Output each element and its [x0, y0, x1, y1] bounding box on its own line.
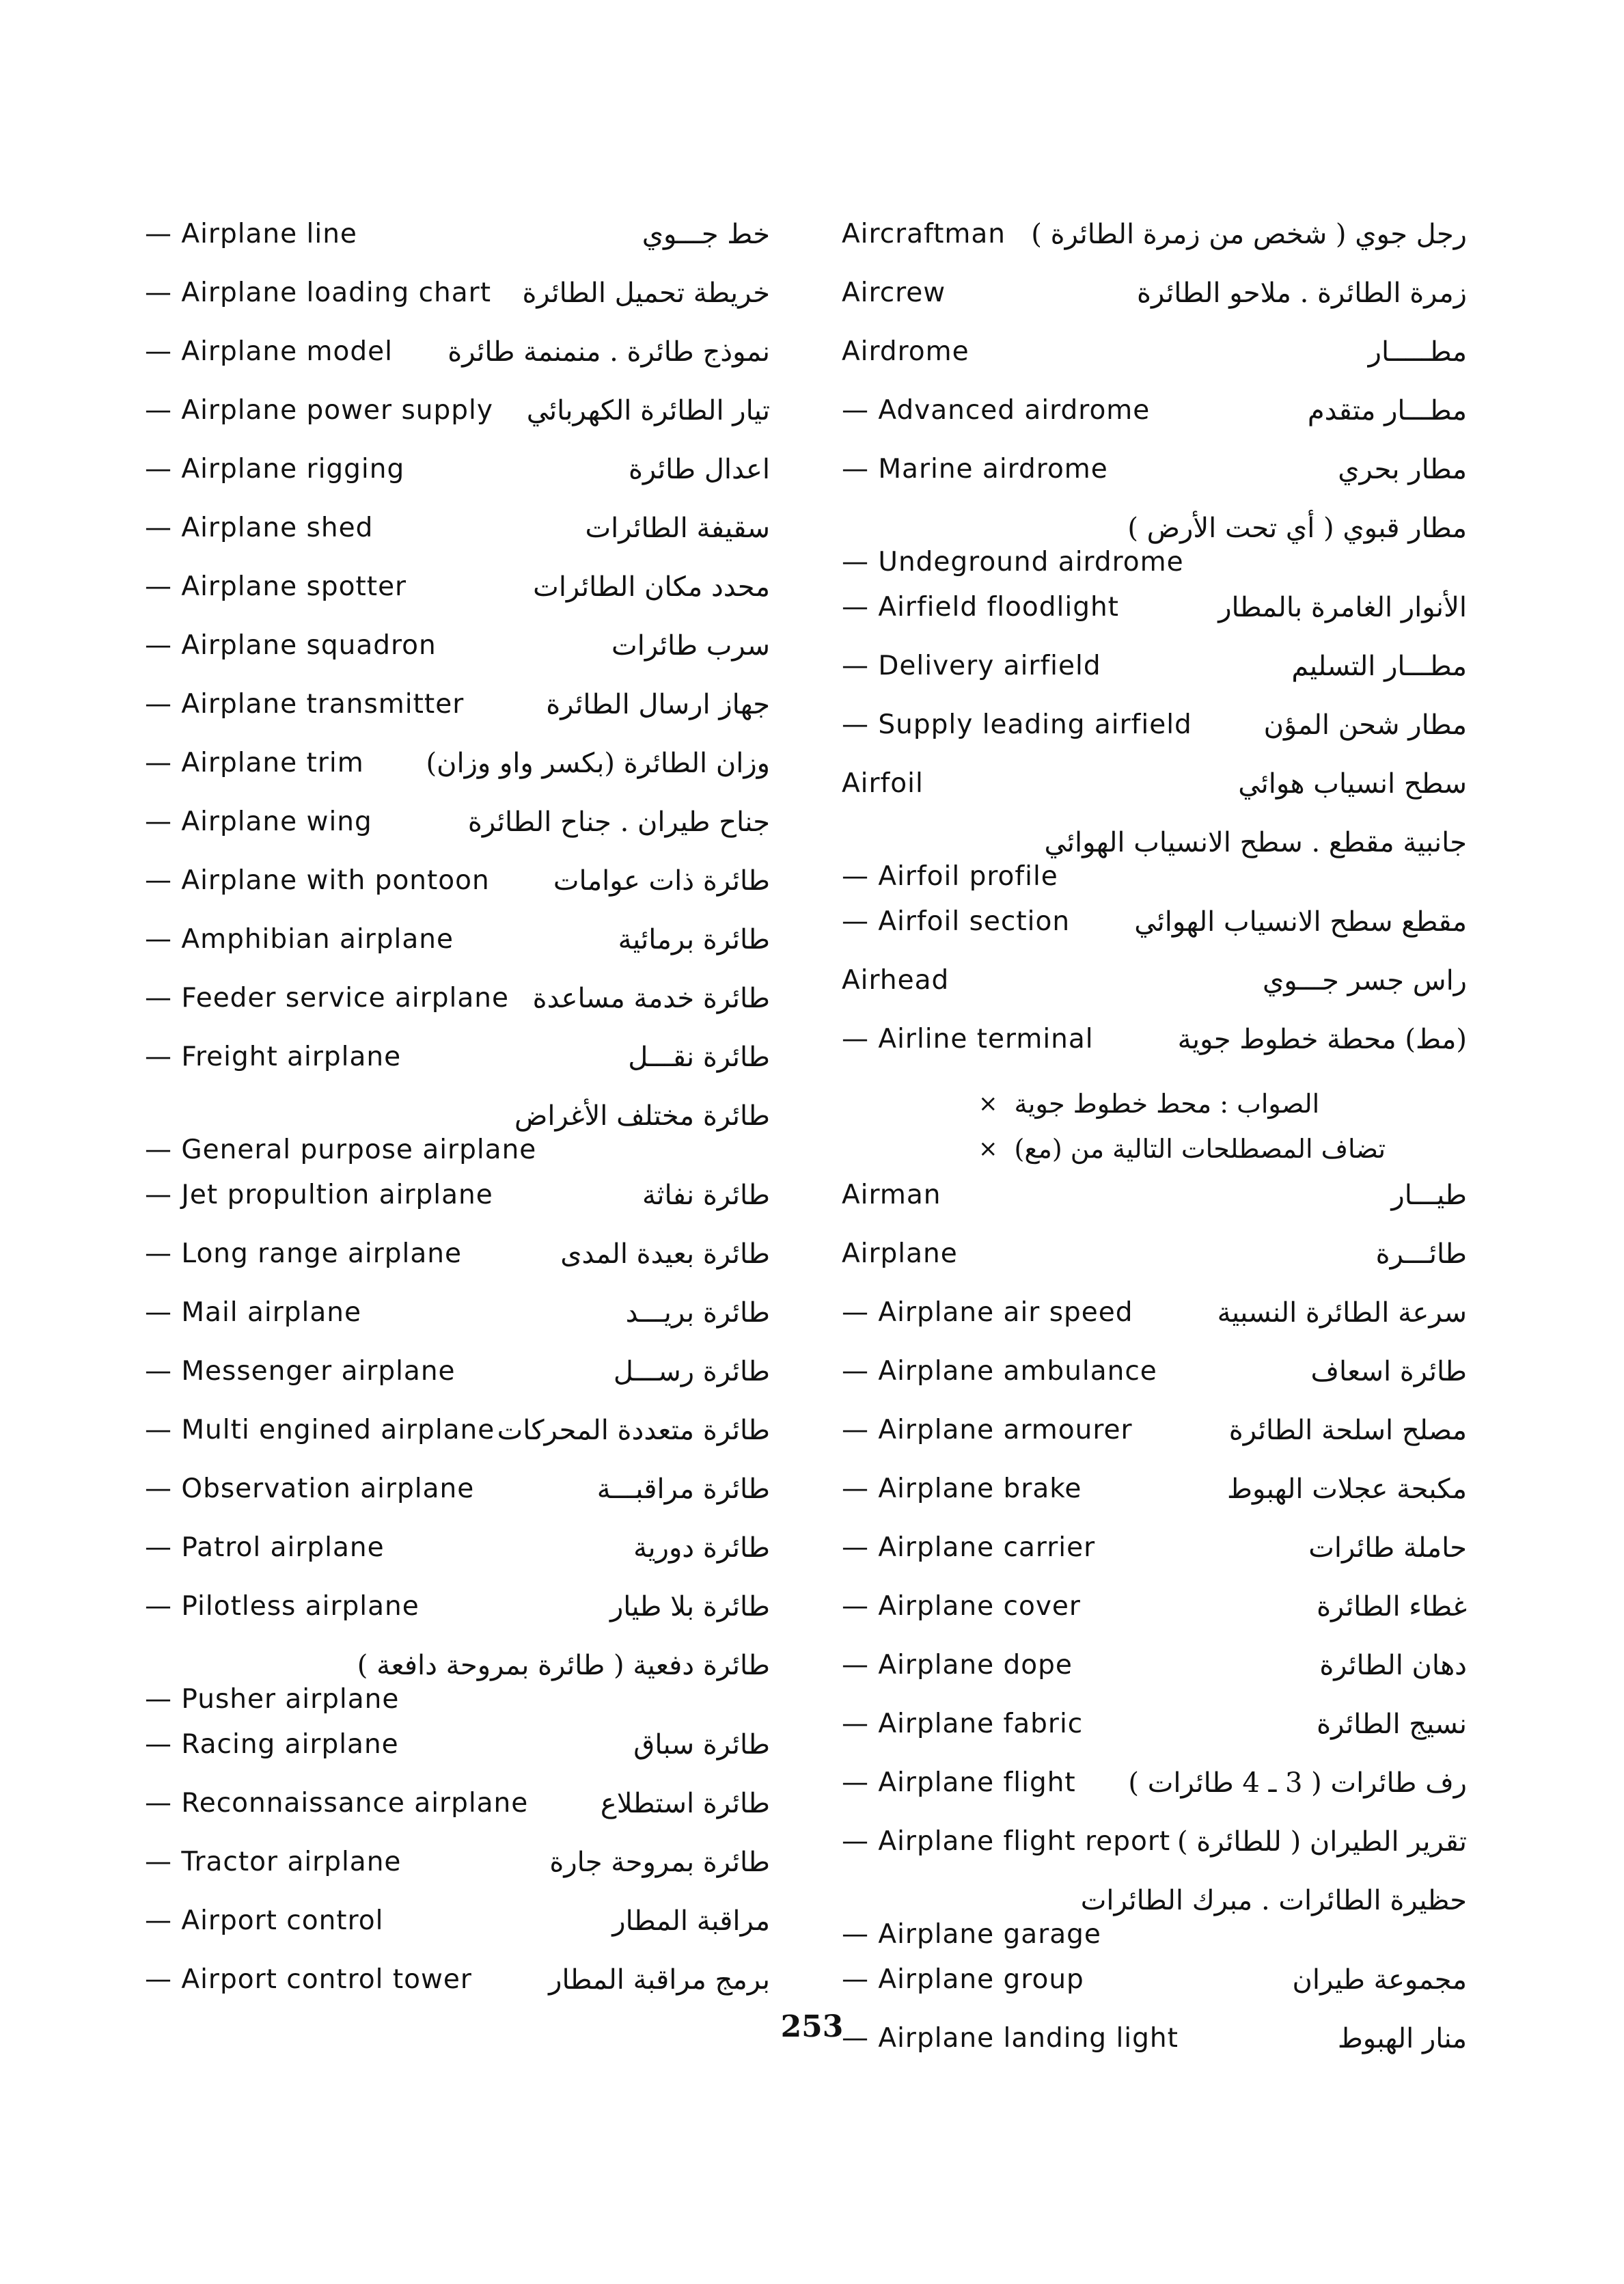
arabic-translation: دهان الطائرة	[1319, 1650, 1467, 1681]
arabic-translation: سقيفة الطائرات	[585, 513, 770, 544]
arabic-translation: خريطة تحميل الطائرة	[522, 277, 770, 309]
arabic-translation: طائرة بلا طيار	[609, 1591, 770, 1622]
english-term: — Airplane group	[842, 1964, 1084, 1995]
arabic-translation: طائرة اسعاف	[1310, 1356, 1467, 1387]
arabic-translation: طائرة بمروحة جارة	[549, 1847, 770, 1878]
english-term: Aircrew	[842, 277, 946, 308]
arabic-translation: طائرة خدمة مساعدة	[532, 983, 770, 1014]
dictionary-entry	[145, 746, 770, 805]
arabic-translation: اعدال طائرة	[628, 454, 770, 485]
arabic-translation: مطـــار التسليم	[1291, 651, 1467, 682]
right-column	[842, 217, 1467, 2080]
arabic-translation: طائرة استطلاع	[600, 1788, 770, 1819]
english-term: — Airfoil profile	[842, 861, 1058, 892]
arabic-translation: طائـــرة	[1375, 1238, 1467, 1270]
arabic-translation: مطار بحري	[1338, 454, 1467, 485]
english-term: — Supply leading airfield	[842, 709, 1192, 740]
english-term: — General purpose airplane	[145, 1134, 537, 1165]
english-term: — Airfield floodlight	[842, 592, 1119, 623]
english-term: — Airplane line	[145, 219, 357, 249]
arabic-translation: طائرة نفاثة	[642, 1180, 770, 1211]
arabic-translation: جناح طيران . جناح الطائرة	[467, 806, 770, 838]
cross-mark-icon: ×	[978, 1090, 998, 1117]
english-term: — Delivery airfield	[842, 651, 1101, 681]
arabic-translation: طائرة دورية	[633, 1532, 770, 1564]
english-term: — Airplane shed	[145, 513, 374, 543]
english-term: — Feeder service airplane	[145, 983, 509, 1014]
dictionary-entry	[842, 217, 1467, 276]
english-term: — Marine airdrome	[842, 454, 1108, 485]
dictionary-entry	[145, 570, 770, 629]
left-column	[145, 217, 770, 2022]
english-term: — Airport control	[145, 1905, 384, 1936]
english-term: — Reconnaissance airplane	[145, 1788, 529, 1819]
arabic-translation: رف طائرات ( 3 ـ 4 طائرات )	[1128, 1767, 1467, 1799]
english-term: — Multi engined airplane	[145, 1415, 495, 1445]
dictionary-entry	[145, 1531, 770, 1590]
dictionary-entry	[842, 1648, 1467, 1707]
dictionary-entry	[145, 276, 770, 335]
english-term: — Airplane garage	[842, 1919, 1101, 1950]
english-term: — Airplane ambulance	[842, 1356, 1157, 1387]
dictionary-entry	[842, 1825, 1467, 1884]
english-term: — Advanced airdrome	[842, 395, 1151, 426]
english-term: — Airport control tower	[145, 1964, 472, 1995]
dictionary-entry	[842, 1413, 1467, 1472]
dictionary-entry	[842, 708, 1467, 767]
correction-note	[978, 1126, 1467, 1171]
dictionary-entry	[842, 1884, 1467, 1963]
dictionary-entry	[145, 217, 770, 276]
english-term: — Airline terminal	[842, 1024, 1094, 1055]
english-term: — Airplane brake	[842, 1473, 1082, 1504]
english-term: — Airplane loading chart	[145, 277, 491, 308]
arabic-translation: زمرة الطائرة . ملاحو الطائرة	[1137, 277, 1467, 309]
arabic-translation: مكبحة عجلات الهبوط	[1227, 1473, 1467, 1505]
arabic-translation: طائرة دفعية ( طائرة بمروحة دافعة )	[357, 1650, 770, 1681]
dictionary-entry	[842, 452, 1467, 511]
arabic-translation: غطاء الطائرة	[1317, 1591, 1467, 1622]
dictionary-entry	[842, 1022, 1467, 1081]
arabic-translation: برمج مراقبة المطار	[549, 1964, 770, 1996]
arabic-translation: حاملة طائرات	[1308, 1532, 1467, 1564]
dictionary-entry	[145, 335, 770, 394]
english-term: Airplane	[842, 1238, 958, 1269]
english-term: — Airplane carrier	[842, 1532, 1096, 1563]
dictionary-entry	[145, 1648, 770, 1728]
arabic-translation: (مط) محطة خطوط جوية	[1177, 1024, 1467, 1055]
arabic-translation: منار الهبوط	[1337, 2023, 1467, 2054]
dictionary-entry	[145, 1237, 770, 1296]
english-term: — Freight airplane	[145, 1042, 402, 1072]
english-term: — Tractor airplane	[145, 1847, 402, 1877]
arabic-translation: جهاز ارسال الطائرة	[546, 689, 770, 720]
arabic-translation: طيـــار	[1391, 1180, 1467, 1211]
english-term: Aircraftman	[842, 219, 1006, 249]
english-term: — Airplane armourer	[842, 1415, 1133, 1445]
correction-note	[978, 1081, 1467, 1126]
english-term: — Airfoil section	[842, 906, 1071, 937]
dictionary-entry	[145, 1296, 770, 1355]
arabic-translation: مقطع سطح الانسياب الهوائي	[1134, 906, 1467, 938]
english-term: — Airplane landing light	[842, 2023, 1179, 2054]
arabic-translation: مطار قبوي ( أي تحت الأرض )	[1127, 513, 1467, 544]
english-term: — Airplane transmitter	[145, 689, 465, 720]
english-term: — Messenger airplane	[145, 1356, 456, 1387]
english-term: — Airplane cover	[842, 1591, 1081, 1622]
dictionary-entry	[145, 1904, 770, 1963]
arabic-translation: طائرة متعددة المحركات	[497, 1415, 770, 1446]
dictionary-entry	[842, 964, 1467, 1022]
english-term: — Amphibian airplane	[145, 924, 454, 955]
english-term: — Racing airplane	[145, 1729, 399, 1760]
dictionary-entry	[842, 1472, 1467, 1531]
english-term: Airdrome	[842, 336, 969, 367]
dictionary-entry	[145, 981, 770, 1040]
dictionary-entry	[145, 1178, 770, 1237]
english-term: Airhead	[842, 965, 950, 996]
english-term: — Airplane flight	[842, 1767, 1076, 1798]
english-term: — Airplane rigging	[145, 454, 405, 485]
english-term: — Undeground airdrome	[842, 547, 1184, 577]
dictionary-entry	[842, 276, 1467, 335]
dictionary-entry	[145, 1590, 770, 1648]
english-term: — Long range airplane	[145, 1238, 462, 1269]
dictionary-entry	[145, 629, 770, 688]
arabic-translation: نموذج طائرة . منمنمة طائرة	[448, 336, 770, 368]
arabic-translation: مطار شحن المؤن	[1263, 709, 1467, 741]
dictionary-entry	[842, 335, 1467, 394]
dictionary-entry	[145, 452, 770, 511]
dictionary-entry	[145, 1786, 770, 1845]
arabic-translation: سرعة الطائرة النسبية	[1217, 1297, 1467, 1329]
english-term: — Airplane spotter	[145, 571, 407, 602]
arabic-translation: طائرة سباق	[633, 1729, 770, 1760]
dictionary-entry	[145, 1728, 770, 1786]
dictionary-entry	[842, 1355, 1467, 1413]
english-term: — Airplane with pontoon	[145, 865, 490, 896]
dictionary-entry	[842, 394, 1467, 452]
english-term: Airman	[842, 1180, 941, 1210]
dictionary-entry	[145, 511, 770, 570]
english-term: — Airplane wing	[145, 806, 372, 837]
english-term: — Mail airplane	[145, 1297, 361, 1328]
arabic-translation: مطـــار متقدم	[1307, 395, 1467, 426]
arabic-translation: تيار الطائرة الكهربائي	[526, 395, 770, 426]
english-term: — Airplane trim	[145, 748, 364, 778]
dictionary-entry	[145, 1413, 770, 1472]
arabic-translation: مراقبة المطار	[612, 1905, 770, 1937]
arabic-translation: طائرة مختلف الأغراض	[514, 1100, 770, 1132]
dictionary-entry	[145, 805, 770, 864]
arabic-translation: رجل جوي ( شخص من زمرة الطائرة )	[1031, 219, 1467, 250]
note-text: الصواب : محط خطوط جوية	[1014, 1089, 1320, 1119]
arabic-translation: طائرة بعيدة المدى	[560, 1238, 770, 1270]
arabic-translation: نسيج الطائرة	[1317, 1709, 1467, 1740]
dictionary-entry	[145, 394, 770, 452]
arabic-translation: خط جـــوي	[642, 219, 770, 250]
arabic-translation: طائرة نقـــل	[628, 1042, 770, 1073]
dictionary-entry	[842, 649, 1467, 708]
dictionary-entry	[145, 1355, 770, 1413]
english-term: — Patrol airplane	[145, 1532, 385, 1563]
dictionary-entry	[842, 1590, 1467, 1648]
arabic-translation: مطـــــار	[1368, 336, 1467, 368]
arabic-translation: حظيرة الطائرات . مبرك الطائرات	[1080, 1885, 1467, 1916]
dictionary-entry	[145, 1099, 770, 1178]
arabic-translation: طائرة برمائية	[618, 924, 770, 955]
english-term: — Airplane fabric	[842, 1709, 1084, 1739]
english-term: — Pusher airplane	[145, 1684, 400, 1715]
airline-terminal-notes	[842, 1081, 1467, 1178]
dictionary-entry	[145, 1040, 770, 1099]
english-term: — Airplane dope	[842, 1650, 1073, 1681]
dictionary-entry	[842, 1707, 1467, 1766]
dictionary-entry	[842, 826, 1467, 905]
note-text: تضاف المصطلحات التالية من (مع)	[1014, 1134, 1386, 1164]
dictionary-entry	[842, 905, 1467, 964]
arabic-translation: تقرير الطيران ( للطائرة )	[1176, 1826, 1467, 1858]
arabic-translation: محدد مكان الطائرات	[533, 571, 770, 603]
dictionary-entry	[842, 590, 1467, 649]
dictionary-entry	[842, 1296, 1467, 1355]
arabic-translation: راس جسر جـــوي	[1262, 965, 1467, 996]
english-term: — Airplane model	[145, 336, 393, 367]
arabic-translation: طائرة ذات عوامات	[553, 865, 770, 897]
arabic-translation: سرب طائرات	[611, 630, 770, 662]
arabic-translation: سطح انسياب هوائي	[1238, 768, 1467, 800]
arabic-translation: جانبية مقطع . سطح الانسياب الهوائي	[1044, 827, 1467, 858]
dictionary-entry	[842, 1766, 1467, 1825]
arabic-translation: مصلح اسلحة الطائرة	[1228, 1415, 1467, 1446]
arabic-translation: طائرة بريـــد	[625, 1297, 770, 1329]
arabic-translation: طائرة رســـل	[613, 1356, 770, 1387]
arabic-translation: طائرة مراقبـــة	[596, 1473, 770, 1505]
dictionary-entry	[145, 864, 770, 923]
english-term: — Pilotless airplane	[145, 1591, 419, 1622]
dictionary-entry	[842, 1531, 1467, 1590]
dictionary-entry	[842, 767, 1467, 826]
cross-mark-icon: ×	[978, 1135, 998, 1163]
english-term: — Airplane flight report	[842, 1826, 1171, 1857]
dictionary-entry	[145, 1845, 770, 1904]
arabic-translation: الأنوار الغامرة بالمطار	[1218, 592, 1467, 623]
english-term: — Observation airplane	[145, 1473, 475, 1504]
english-term: — Airplane power supply	[145, 395, 493, 426]
arabic-translation: وزان الطائرة (بكسر واو وزان)	[426, 748, 770, 779]
english-term: — Airplane air speed	[842, 1297, 1133, 1328]
dictionary-entry	[145, 688, 770, 746]
arabic-translation: مجموعة طيران	[1292, 1964, 1467, 1996]
dictionary-entry	[842, 1178, 1467, 1237]
dictionary-entry	[145, 1472, 770, 1531]
english-term: — Jet propultion airplane	[145, 1180, 493, 1210]
page-number: 253	[780, 2009, 844, 2044]
english-term: — Airplane squadron	[145, 630, 437, 661]
dictionary-entry	[145, 923, 770, 981]
english-term: Airfoil	[842, 768, 924, 799]
dictionary-entry	[842, 511, 1467, 590]
dictionary-entry	[842, 1237, 1467, 1296]
